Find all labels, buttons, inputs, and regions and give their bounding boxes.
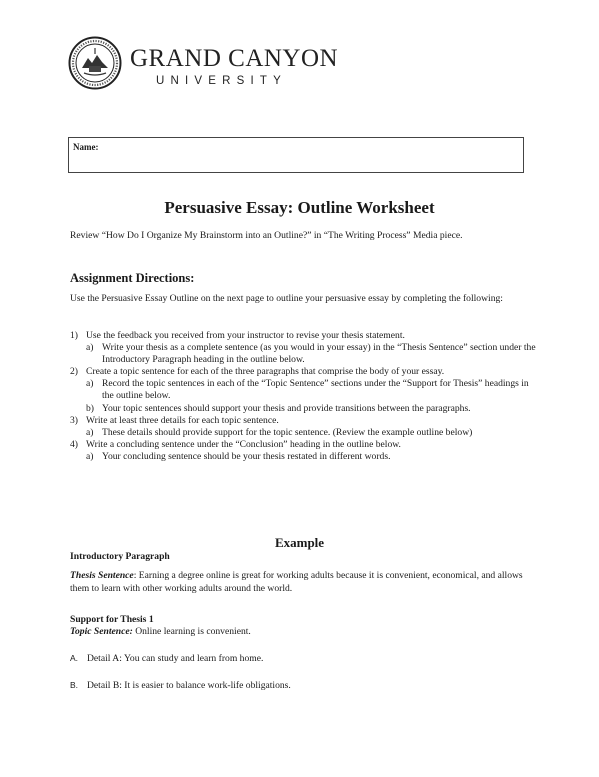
- directions-item-text: Use the feedback you received from your instructor to revise your thesis statement.: [86, 330, 405, 341]
- directions-item: [70, 342, 540, 366]
- directions-item-marker: a): [86, 378, 94, 390]
- topic-label: Topic Sentence:: [70, 626, 133, 637]
- directions-item-marker: 1): [70, 330, 78, 341]
- thesis-text: : Earning a degree online is great for working adults because it is convenient, economical, and allows them to learn with other working adults around the world.: [70, 570, 523, 594]
- university-seal-icon: [68, 36, 122, 90]
- thesis-label: Thesis Sentence: [70, 570, 134, 581]
- logo-line-2: UNIVERSITY: [156, 75, 288, 87]
- intro-paragraph-heading: Introductory Paragraph: [70, 551, 170, 562]
- detail-item: [70, 653, 263, 664]
- name-label: Name:: [73, 142, 99, 152]
- directions-item-text: Record the topic sentences in each of the “Topic Sentence” sections under the “Support for Thesis” headings in the outline below.: [102, 378, 529, 402]
- directions-item-marker: 3): [70, 414, 78, 426]
- directions-list: [70, 330, 540, 463]
- detail-item: [70, 680, 291, 691]
- detail-marker: B.: [70, 680, 79, 690]
- directions-item-marker: a): [86, 342, 94, 354]
- directions-item-text: Write at least three details for each topic sentence.: [86, 414, 279, 426]
- directions-item-text: Your topic sentences should support your thesis and provide transitions between the paragraphs.: [102, 402, 471, 414]
- university-logo: [68, 36, 339, 94]
- logo-wordmark: [130, 46, 338, 87]
- support-heading: Support for Thesis 1: [70, 614, 154, 625]
- detail-marker: A.: [70, 653, 79, 663]
- intro-text: Review “How Do I Organize My Brainstorm into an Outline?” in “The Writing Process” Media piece.: [70, 230, 463, 241]
- page-title: Persuasive Essay: Outline Worksheet: [164, 198, 435, 217]
- directions-item-marker: 2): [70, 366, 78, 378]
- directions-item-marker: a): [86, 426, 94, 438]
- detail-text: Detail B: It is easier to balance work-life obligations.: [87, 680, 291, 691]
- directions-item: [70, 330, 540, 342]
- directions-item: [70, 439, 540, 451]
- name-field[interactable]: [68, 137, 524, 173]
- directions-item: [70, 427, 540, 439]
- directions-item: [70, 378, 540, 402]
- directions-item-marker: a): [86, 450, 94, 462]
- topic-sentence: [70, 626, 251, 637]
- detail-text: Detail A: You can study and learn from home.: [87, 653, 264, 664]
- topic-text: Online learning is convenient.: [132, 626, 251, 637]
- directions-item-marker: 4): [70, 438, 78, 450]
- directions-item-text: Create a topic sentence for each of the three paragraphs that comprise the body of your essay.: [86, 366, 445, 378]
- example-heading: Example: [274, 535, 325, 550]
- logo-line-1: GRAND CANYON: [130, 45, 339, 72]
- directions-item: [70, 415, 540, 427]
- directions-item: [70, 366, 540, 378]
- thesis-sentence: [70, 570, 530, 595]
- directions-item-text: Write a concluding sentence under the “Conclusion” heading in the outline below.: [86, 438, 401, 450]
- directions-item-text: Write your thesis as a complete sentence (as you would in your essay) in the “Thesis Sentence” section under the Introductory Paragraph heading in the outline below.: [102, 342, 536, 366]
- directions-item-text: These details should provide support for the topic sentence. (Review the example outline below): [102, 426, 473, 438]
- directions-item-marker: b): [86, 402, 94, 414]
- directions-lead: Use the Persuasive Essay Outline on the next page to outline your persuasive essay by completing the following:: [70, 293, 503, 304]
- directions-item-text: Your concluding sentence should be your thesis restated in different words.: [102, 450, 391, 462]
- directions-item: [70, 451, 540, 463]
- directions-heading: Assignment Directions:: [70, 271, 195, 285]
- directions-item: [70, 403, 540, 415]
